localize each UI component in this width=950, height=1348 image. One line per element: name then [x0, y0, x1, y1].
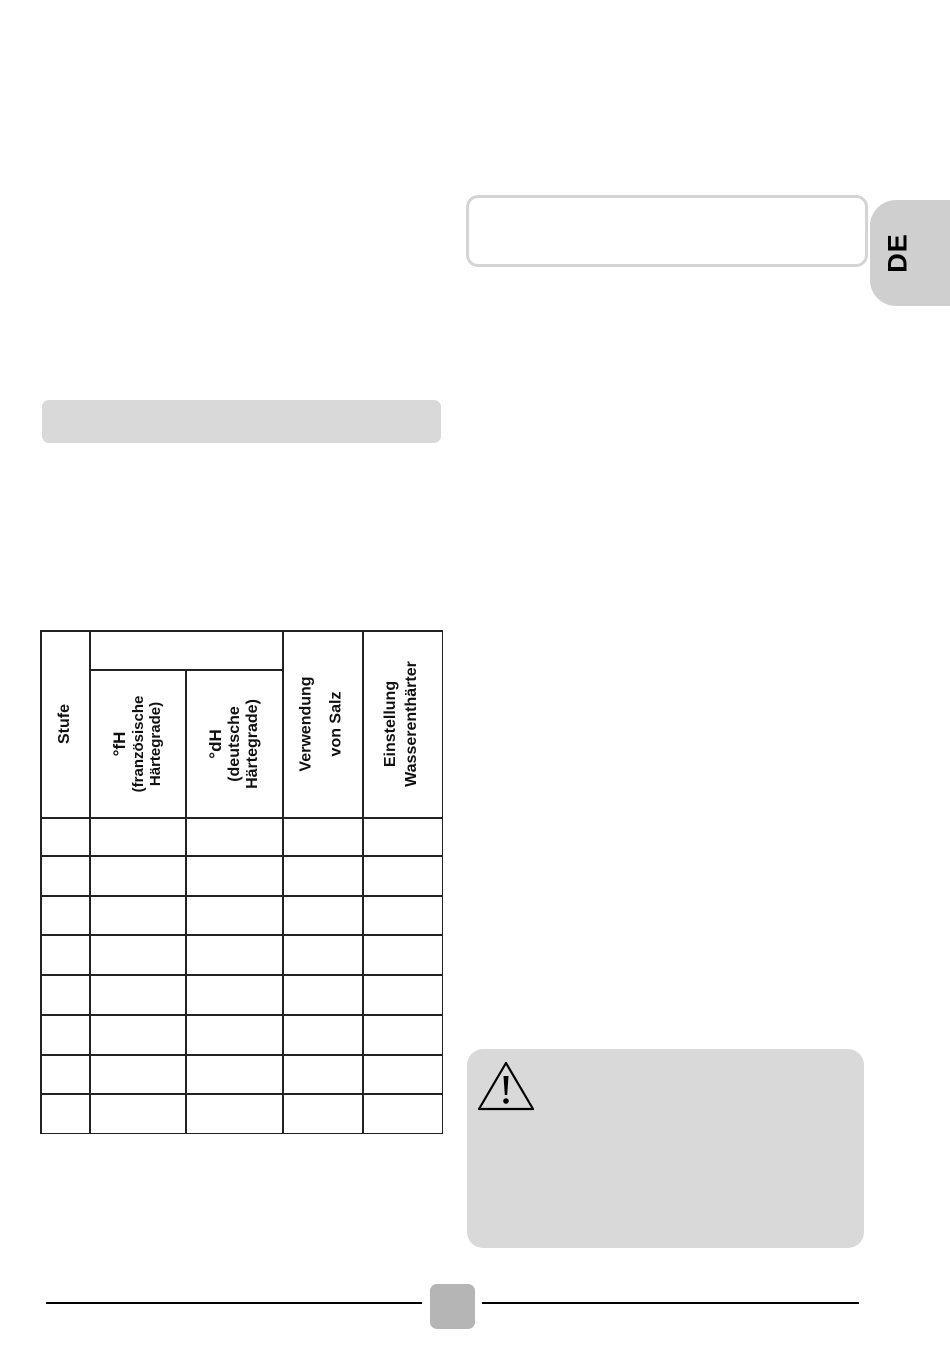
section-heading-box: [466, 195, 868, 267]
language-tab-label: DE: [882, 233, 913, 273]
table-row-divider: [40, 974, 443, 976]
header-einstellung-line-2: Wasserenthärter: [403, 660, 420, 787]
header-salz-line-1: Verwendung: [297, 675, 315, 772]
footer-line-right: [482, 1302, 859, 1304]
table-row-divider: [40, 934, 443, 936]
header-fh-line-2: (französische: [129, 695, 147, 792]
footer-line-left: [46, 1302, 422, 1304]
table-row-divider: [40, 1054, 443, 1056]
header-dh-line-1: °dH: [205, 728, 225, 759]
table-row-divider: [40, 1014, 443, 1016]
table-row-divider: [40, 855, 443, 857]
header-dh-line-2: (deutsche: [224, 705, 242, 782]
warning-triangle-icon: [476, 1060, 536, 1112]
header-salz-line-2: von Salz: [328, 691, 345, 756]
header-stufe: [40, 630, 89, 817]
header-salz: [282, 630, 362, 817]
header-dh-line-3: Härtegrade): [243, 698, 261, 789]
section-heading-bar: [42, 400, 441, 443]
language-tab: [870, 200, 950, 306]
table-row-divider: [40, 1093, 443, 1095]
table-row-divider: [40, 895, 443, 897]
header-stufe-label: Stufe: [55, 703, 73, 744]
header-fh-line-3: Härtegrade): [146, 701, 164, 786]
table-header-bottom: [40, 817, 443, 819]
header-fh: [89, 670, 185, 817]
header-einstellung-line-1: Einstellung: [382, 680, 400, 767]
water-hardness-table: [40, 630, 443, 1134]
page-number-badge: [430, 1284, 475, 1329]
header-dh: [185, 670, 282, 817]
header-einstellung: [362, 630, 442, 817]
table-border-bottom: [40, 1133, 443, 1135]
header-fh-line-1: °fH: [109, 731, 129, 756]
